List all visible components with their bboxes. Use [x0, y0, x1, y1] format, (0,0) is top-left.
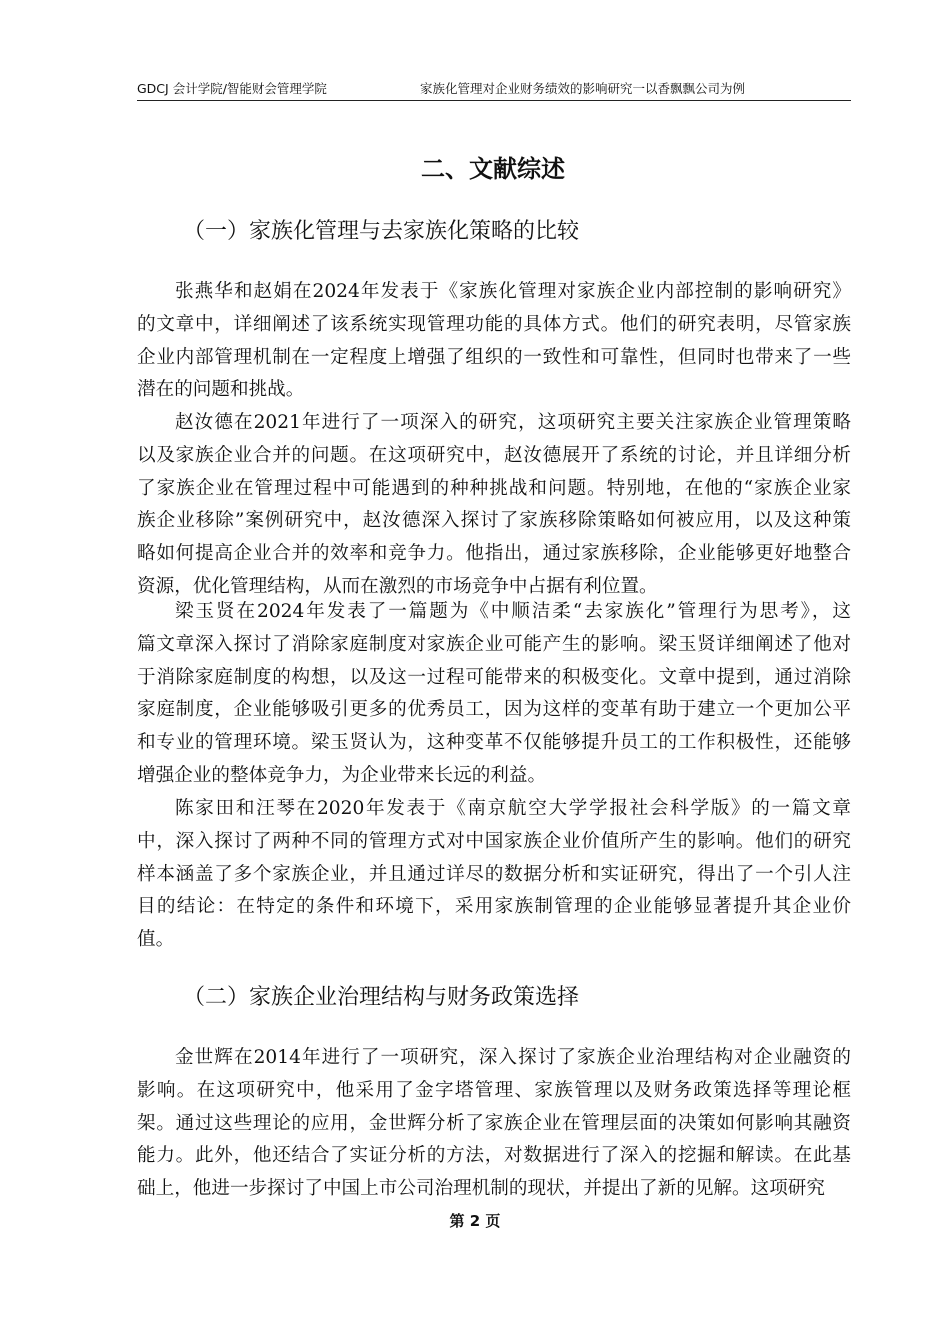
text-line: 篇文章深入探讨了消除家庭制度对家族企业可能产生的影响。梁玉贤详细阐述了他对: [137, 633, 851, 655]
paragraph: [137, 407, 851, 604]
text-line: 于消除家庭制度的构想，以及这一过程可能带来的积极变化。文章中提到，通过消除: [137, 666, 851, 688]
text-line: 陈家田和汪琴在2020年发表于《南京航空大学学报社会科学版》的一篇文章: [175, 798, 851, 819]
text-line: 赵汝德在2021年进行了一项深入的研究，这项研究主要关注家族企业管理策略: [175, 412, 851, 433]
text-line: 样本涵盖了多个家族企业，并且通过详尽的数据分析和实证研究，得出了一个引人注: [137, 863, 851, 885]
page-number: 第 2 页: [449, 1212, 501, 1230]
text-line: 增强企业的整体竞争力，为企业带来长远的利益。: [137, 764, 547, 786]
section-heading-1: （一）家族化管理与去家族化策略的比较: [183, 219, 580, 244]
text-line: 和专业的管理环境。梁玉贤认为，这种变革不仅能够提升员工的工作积极性，还能够: [137, 732, 851, 754]
chapter-title: 二、文献综述: [421, 155, 565, 183]
paragraph: [137, 1042, 851, 1206]
text-line: 略如何提高企业合并的效率和竞争力。他指出，通过家族移除，企业能够更好地整合: [137, 543, 851, 565]
text-line: 的文章中，详细阐述了该系统实现管理功能的具体方式。他们的研究表明，尽管家族: [137, 313, 851, 335]
text-line: 家庭制度，企业能够吸引更多的优秀员工，因为这样的变革有助于建立一个更加公平: [137, 699, 851, 721]
text-line: 资源，优化管理结构，从而在激烈的市场竞争中占据有利位置。: [137, 575, 658, 597]
header-left: GDCJ 会计学院/智能财会管理学院: [137, 81, 327, 96]
paragraph: [137, 793, 851, 957]
text-line: 族企业移除”案例研究中，赵汝德深入探讨了家族移除策略如何被应用，以及这种策: [137, 510, 851, 532]
text-line: 了家族企业在管理过程中可能遇到的种种挑战和问题。特别地，在他的“家族企业家: [137, 477, 851, 499]
paragraph: [137, 596, 851, 793]
text-line: 目的结论：在特定的条件和环境下，采用家族制管理的企业能够显著提升其企业价: [137, 896, 851, 918]
text-line: 能力。此外，他还结合了实证分析的方法，对数据进行了深入的挖掘和解读。在此基: [137, 1145, 851, 1167]
text-line: 中，深入探讨了两种不同的管理方式对中国家族企业价值所产生的影响。他们的研究: [137, 830, 851, 852]
text-line: 影响。在这项研究中，他采用了金字塔管理、家族管理以及财务政策选择等理论框: [137, 1079, 851, 1101]
text-line: 架。通过这些理论的应用，金世辉分析了家族企业在管理层面的决策如何影响其融资: [137, 1112, 851, 1134]
paragraph: [137, 276, 851, 407]
text-line: 金世辉在2014年进行了一项研究，深入探讨了家族企业治理结构对企业融资的: [175, 1047, 851, 1068]
section-heading-2: （二）家族企业治理结构与财务政策选择: [183, 985, 580, 1010]
text-line: 梁玉贤在2024年发表了一篇题为《中顺洁柔“去家族化”管理行为思考》，这: [175, 601, 851, 622]
header-rule: [137, 100, 851, 101]
text-line: 以及家族企业合并的问题。在这项研究中，赵汝德展开了系统的讨论，并且详细分析: [137, 444, 851, 466]
text-line: 值。: [137, 929, 175, 951]
header-right: 家族化管理对企业财务绩效的影响研究一以香飘飘公司为例: [420, 81, 746, 96]
text-line: 潜在的问题和挑战。: [137, 379, 305, 401]
text-line: 础上，他进一步探讨了中国上市公司治理机制的现状，并提出了新的见解。这项研究: [137, 1178, 825, 1200]
text-line: 企业内部管理机制在一定程度上增强了组织的一致性和可靠性，但同时也带来了一些: [137, 346, 851, 368]
text-line: 张燕华和赵娟在2024年发表于《家族化管理对家族企业内部控制的影响研究》: [175, 281, 851, 302]
